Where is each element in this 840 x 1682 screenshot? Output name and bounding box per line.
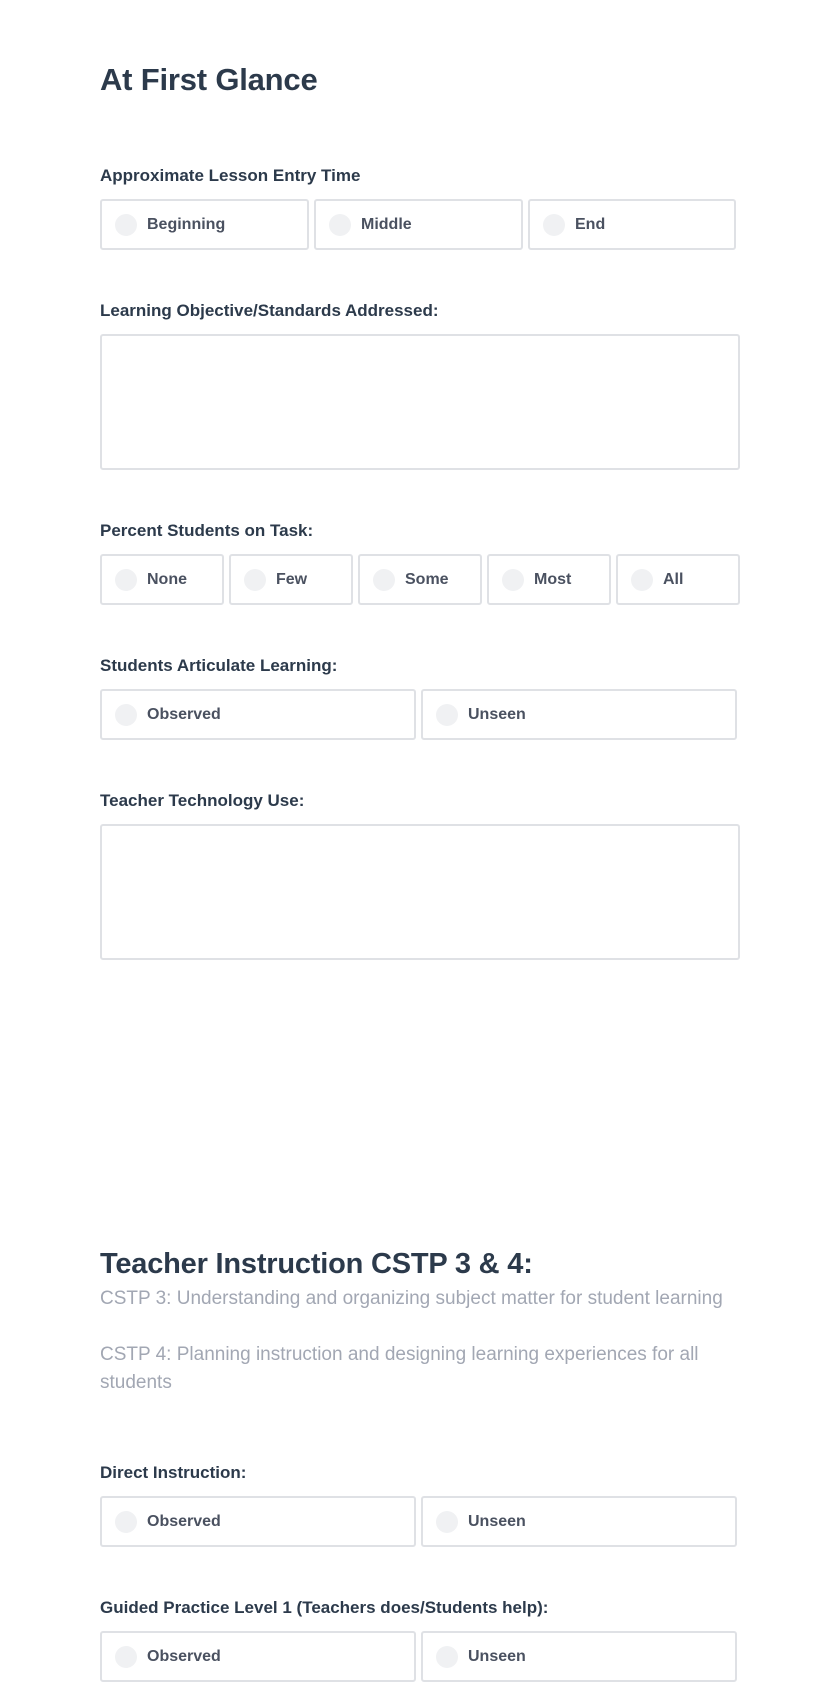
option-few[interactable]: [229, 554, 353, 605]
radio-circle-icon[interactable]: [502, 569, 524, 591]
option-beginning[interactable]: [100, 199, 309, 250]
option-label: Most: [534, 570, 572, 588]
radio-circle-icon[interactable]: [115, 1646, 137, 1668]
option-label: Middle: [361, 215, 412, 233]
cstp3-description: CSTP 3: Understanding and organizing subject matter for student learning: [100, 1288, 723, 1309]
option-label: Unseen: [468, 1647, 526, 1665]
entry-time-options: [100, 199, 736, 250]
option-label: All: [663, 570, 684, 588]
option-label: End: [575, 215, 606, 233]
option-all[interactable]: [616, 554, 740, 605]
on-task-label: Percent Students on Task:: [100, 521, 314, 540]
radio-circle-icon[interactable]: [115, 569, 137, 591]
option-observed[interactable]: [100, 689, 416, 740]
radio-circle-icon[interactable]: [543, 214, 565, 236]
option-end[interactable]: [528, 199, 736, 250]
option-label: Observed: [147, 1512, 221, 1530]
option-none[interactable]: [100, 554, 224, 605]
radio-circle-icon[interactable]: [244, 569, 266, 591]
radio-circle-icon[interactable]: [115, 704, 137, 726]
radio-circle-icon[interactable]: [329, 214, 351, 236]
learning-objective-label: Learning Objective/Standards Addressed:: [100, 301, 439, 320]
articulate-learning-options: [100, 689, 737, 740]
direct-instruction-label: Direct Instruction:: [100, 1463, 247, 1482]
radio-circle-icon[interactable]: [436, 1511, 458, 1533]
learning-objective-textarea[interactable]: [100, 334, 740, 470]
on-task-options: [100, 554, 740, 605]
option-unseen[interactable]: [421, 1631, 737, 1682]
option-some[interactable]: [358, 554, 482, 605]
radio-circle-icon[interactable]: [373, 569, 395, 591]
radio-circle-icon[interactable]: [631, 569, 653, 591]
option-label: Observed: [147, 705, 221, 723]
guided-practice-1-options: [100, 1631, 737, 1682]
radio-circle-icon[interactable]: [436, 704, 458, 726]
section-title-at-first-glance: At First Glance: [100, 62, 318, 97]
option-label: Unseen: [468, 705, 526, 723]
radio-circle-icon[interactable]: [115, 214, 137, 236]
radio-circle-icon[interactable]: [436, 1646, 458, 1668]
technology-use-textarea[interactable]: [100, 824, 740, 960]
option-label: Unseen: [468, 1512, 526, 1530]
option-observed[interactable]: [100, 1496, 416, 1547]
option-label: Few: [276, 570, 308, 588]
option-observed[interactable]: [100, 1631, 416, 1682]
guided-practice-1-label: Guided Practice Level 1 (Teachers does/Students help):: [100, 1598, 549, 1617]
option-label: None: [147, 570, 187, 588]
articulate-learning-label: Students Articulate Learning:: [100, 656, 338, 675]
option-most[interactable]: [487, 554, 611, 605]
technology-use-label: Teacher Technology Use:: [100, 791, 305, 810]
option-label: Some: [405, 570, 449, 588]
radio-circle-icon[interactable]: [115, 1511, 137, 1533]
option-label: Observed: [147, 1647, 221, 1665]
option-middle[interactable]: [314, 199, 523, 250]
direct-instruction-options: [100, 1496, 737, 1547]
option-label: Beginning: [147, 215, 226, 233]
option-unseen[interactable]: [421, 689, 737, 740]
entry-time-label: Approximate Lesson Entry Time: [100, 166, 361, 185]
cstp4-description: CSTP 4: Planning instruction and designing learning experiences for all students: [100, 1344, 699, 1393]
option-unseen[interactable]: [421, 1496, 737, 1547]
section-title-teacher-instruction: Teacher Instruction CSTP 3 & 4:: [100, 1248, 533, 1280]
